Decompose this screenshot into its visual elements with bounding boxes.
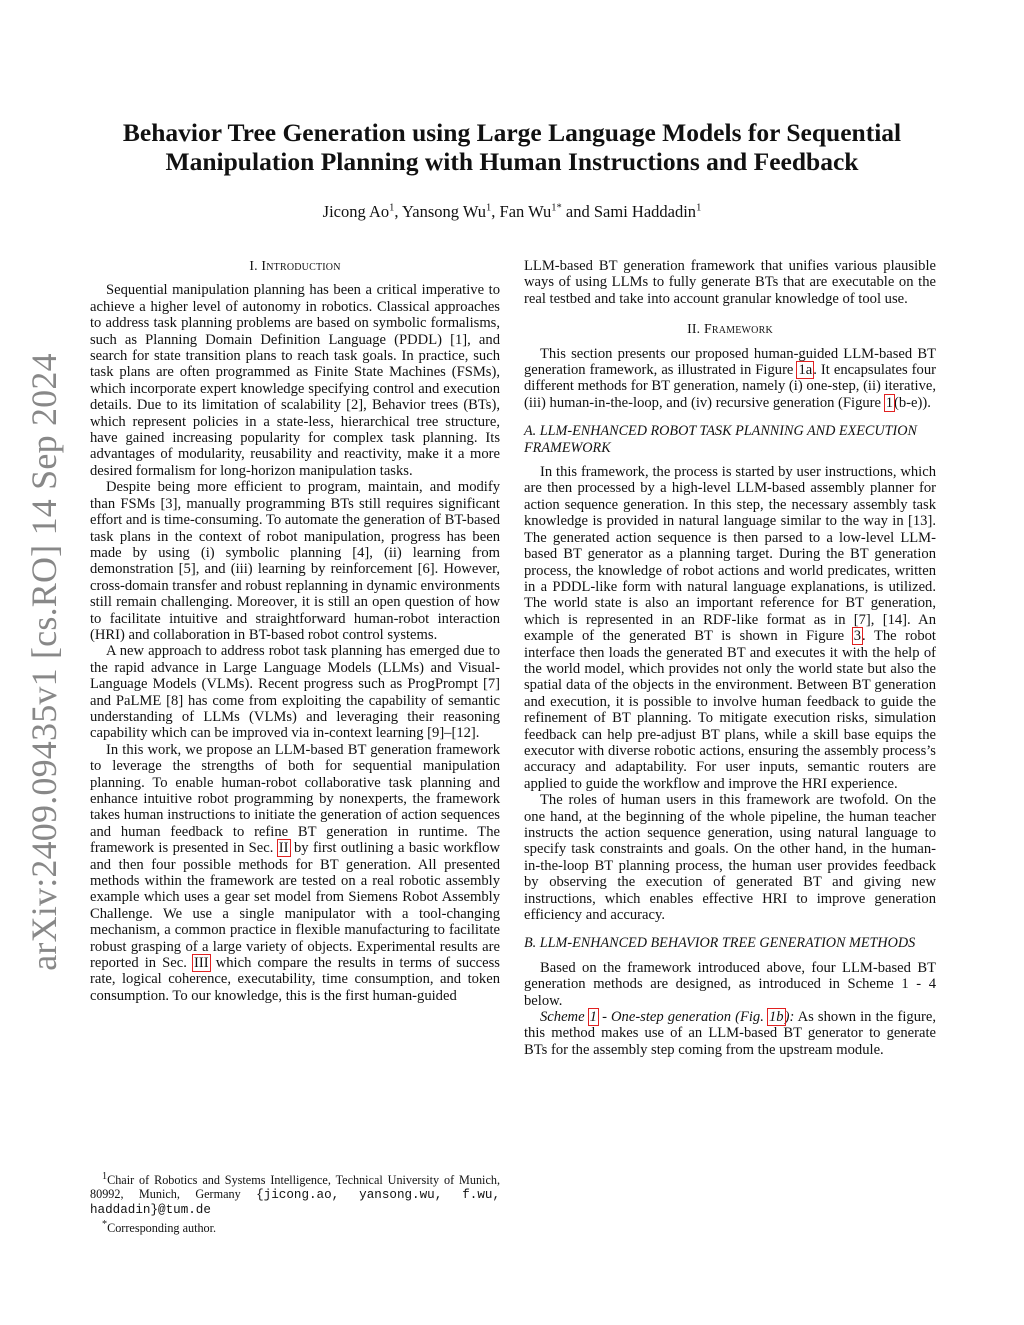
body-paragraph: The roles of human users in this framework are twofold. On the one hand, at the beginning of the whole pipeline, the human teacher instructs the action sequence generation, using natural language to specify task constraints and goals. On the other hand, in the human-in-the-loop BT planning process, the human user provides feedback by observing the execution of generated BT and giving new instructions, which enables effective HRI to improve generation efficiency and accuracy. xyxy=(524,792,936,924)
subsection-heading-b: B. LLM-ENHANCED BEHAVIOR TREE GENERATION METHODS xyxy=(524,935,916,952)
section-heading-introduction: I. Introduction xyxy=(249,258,341,273)
scheme-link[interactable]: 1 xyxy=(589,1009,597,1026)
text-run: which compare the results in terms of success rate, logical coherence, executability, time consumption, and token consumption. To our knowledge, this is the first human-guided xyxy=(90,955,500,1004)
body-paragraph: A new approach to address robot task planning has emerged due to the rapid advance in Large Language Models (LLMs) and Visual-Language Models (VLMs). Recent progress such as ProgPrompt [7] and PaLME [8] has come from exploiting the capability of semantic understanding of LLMs (VLMs) and leveraging their reasoning capability which can be improved via in-context learning [9]–[12]. xyxy=(90,643,500,742)
section-link[interactable]: II xyxy=(278,840,289,857)
left-column xyxy=(90,258,500,1004)
title-line-1: Behavior Tree Generation using Large Language Models for Sequential xyxy=(122,118,902,147)
footnotes xyxy=(90,1170,500,1235)
text-run: by first outlining a basic workflow and then four possible methods for BT generation. All presented methods within the framework are tested on a real robotic assembly example which uses a gear set model from Siemens Robot Assembly Challenge. We use a single manipulator with a tool-changing mechanism, a common practice in flexible manufacturing to facilitate robust grasping of a large variety of objects. Experimental results are reported in Sec. xyxy=(90,840,500,972)
figure-link[interactable]: 1 xyxy=(885,394,893,411)
author-name: Yansong Wu xyxy=(402,202,487,221)
figure-link[interactable]: 1a xyxy=(798,362,813,379)
footnote-affiliation xyxy=(90,1170,500,1218)
footnote-text: Chair of Robotics and Systems Intelligence, Technical University of Munich, 80992, Munich, Germany xyxy=(90,1173,500,1202)
footnote-mark: * xyxy=(102,1218,108,1230)
figure-link[interactable]: 3 xyxy=(853,628,862,645)
text-run: ): xyxy=(784,1009,795,1026)
affiliation-mark: 1 xyxy=(696,202,702,214)
text-run: . It encapsulates four different methods for BT generation, namely (i) one-step, (ii) iterative, (iii) human-in-the-loop, and (iv) recursive generation (Figure xyxy=(524,362,937,411)
body-paragraph: Based on the framework introduced above, four LLM-based BT generation methods are designed, as introduced in Scheme 1 - 4 below. xyxy=(524,959,936,1009)
text-run: (b-e)). xyxy=(893,394,931,411)
text-run: In this framework, the process is started by user instructions, which are then processed by a high-level LLM-based assembly planner for action sequence generation. In this step, the necessary assembly task knowledge is provided in natural language similar to the way in [13]. The generated action sequence is then parsed to a low-level LLM-based BT generator as a planning target. During the BT generation process, the knowledge of robot actions and world predicates, written in a PDDL-like form with natural language explanations, is utilized. The world state is also an important reference for BT generation, which is represented in an RDF-like format as in [7], [14]. An example of the generated BT is shown in Figure xyxy=(524,464,936,645)
subsection-heading-a: A. LLM-ENHANCED ROBOT TASK PLANNING AND EXECUTION FRAMEWORK xyxy=(524,423,917,456)
arxiv-identifier-stamp: arXiv:2409.09435v1 [cs.RO] 14 Sep 2024 xyxy=(24,353,64,971)
text-run: Scheme xyxy=(540,1009,585,1026)
body-paragraph xyxy=(524,346,936,412)
section-link[interactable]: III xyxy=(194,955,209,972)
body-paragraph: LLM-based BT generation framework that unifies various plausible ways of using LLMs to fully generate BTs that are executable on the real testbed and take into account granular knowledge of tool use. xyxy=(524,258,936,307)
body-paragraph xyxy=(524,464,936,792)
footnote-mark: 1 xyxy=(102,1171,108,1182)
affiliation-mark: 1* xyxy=(551,202,562,214)
title-line-2: Manipulation Planning with Human Instructions and Feedback xyxy=(165,147,859,176)
body-paragraph: Sequential manipulation planning has been a critical imperative to achieve a higher level of autonomy in robotics. Classical approaches to address task planning problems are based on symbolic formalisms, such as Planning Domain Definition Language (PDDL) [1], and search for state transition plans to reach task goals. In practice, such task plans are often programmed as Finite State Machines (FSMs), which incorporate expert knowledge specifying control and execution details. Due to its limitation of scalability [2], Behavior trees (BTs), which represent policies in a state-less, hierarchical tree structure, have gained increasing popularity for complex task planning. Its advantages of modularity, reusability and reactivity, make it a more desired formalism for long-horizon manipulation tasks. xyxy=(90,282,500,479)
figure-link[interactable]: 1b xyxy=(768,1009,784,1026)
body-paragraph xyxy=(90,742,500,1005)
right-column xyxy=(524,258,936,1058)
email-addresses[interactable]: {jicong.ao, yansong.wu, f.wu, haddadin}@tum.de xyxy=(90,1188,501,1218)
footnote-corresponding xyxy=(90,1218,500,1235)
footnote-text: Corresponding author. xyxy=(107,1220,217,1235)
author-conjunction: and xyxy=(565,202,590,221)
affiliation-mark: 1 xyxy=(389,202,395,214)
author-name: Sami Haddadin xyxy=(593,202,697,221)
author-name: Jicong Ao xyxy=(322,202,390,221)
affiliation-mark: 1 xyxy=(486,202,492,214)
author-list: Jicong Ao$^1$, Yansong Wu$^1$, Fan $Wu^{1*}$ and Sami Haddadin$^1$ xyxy=(322,202,702,221)
paper-title xyxy=(60,118,964,176)
body-paragraph: Despite being more efficient to program, maintain, and modify than FSMs [3], manually programming BTs still requires significant effort and is time-consuming. To automate the generation of BT-based task plans in the context of robot manipulation, progress has been made by using (i) symbolic planning [4], (ii) learning from demonstration [5], and (iii) learning by reinforcement [6]. However, cross-domain transfer and robust replanning in dynamic environments still remain challenging. Moreover, it is still an open question of how to facilitate intuitive and straightforward human-robot interaction (HRI) and collaboration in BT-based robot control systems. xyxy=(90,479,500,643)
text-run: In this work, we propose an LLM-based BT generation framework to leverage the strengths of both for sequential manipulation planning. To enable human-robot collaborative task planning and enhance intuitive robot programming by nonexperts, the framework takes human instructions to initiate the generation of action sequences and human feedback to refine BT generation in runtime. The framework is presented in Sec. xyxy=(90,741,500,857)
text-run: This section presents our proposed human-guided LLM-based BT generation framework, as illustrated in Figure xyxy=(524,345,936,379)
section-heading-framework: II. Framework xyxy=(687,321,773,337)
author-name: Fan Wu xyxy=(499,202,552,221)
text-run: . The robot interface then loads the generated BT and executes it with the help of the world model, which provides not only the world state but also the spatial data of the objects in the environment. Between BT generation and execution, it is possible to involve human feedback to guide the refinement of BT planning. To mitigate execution risks, simulation feedback can help pre-adjust BT plans, while a skill base equips the executor with diverse robotic actions, ensuring the assembly process’s accuracy and adaptability. For user inputs, semantic routers are applied to guide the workflow and improve the HRI experience. xyxy=(524,628,936,792)
body-paragraph xyxy=(524,1009,936,1058)
text-run: - One-step generation (Fig. xyxy=(602,1009,764,1026)
text-run: As shown in the figure, this method makes use of an LLM-based BT generator to generate BTs for the assembly step coming from the upstream module. xyxy=(524,1009,936,1058)
scheme-label xyxy=(540,1009,794,1025)
